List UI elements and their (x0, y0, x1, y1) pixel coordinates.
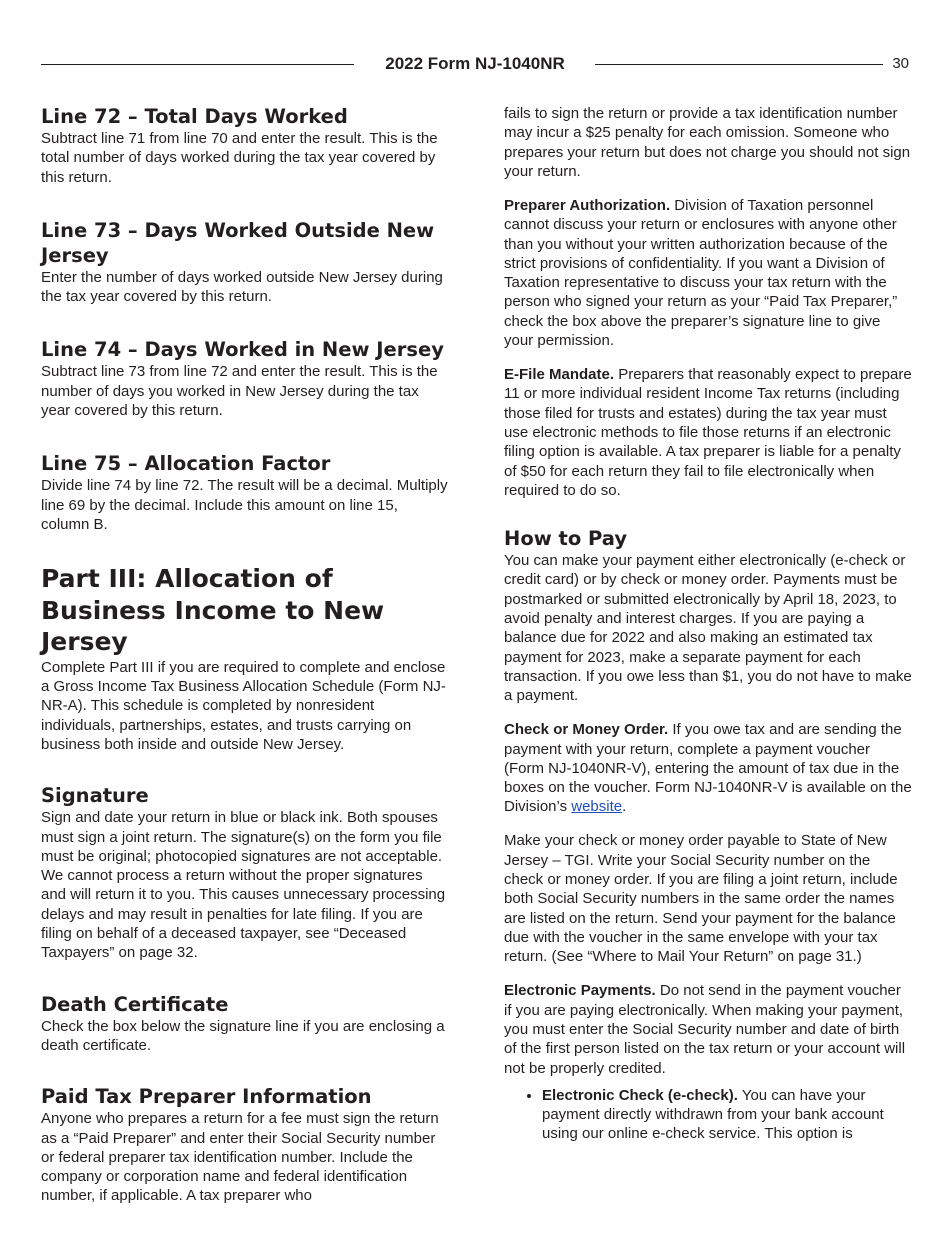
line72-text: Subtract line 71 from line 70 and enter the result. This is the total number of days worked during the tax year covered by this return. (41, 130, 438, 186)
preparer-authorization-text: Division of Taxation personnel cannot discuss your return or enclosures with anyone other than you without your written authorization because of the strict provisions of confidentiality. If you want a Division of Taxation representative to discuss your tax return with the person who signed your return as your “Paid Tax Preparer,” check the box above the preparer’s signature line to give your permission. (504, 196, 898, 350)
check-money-order-end: . (622, 798, 627, 816)
list-item (542, 1086, 912, 1144)
line75-text: Divide line 74 by line 72. The result will be a decimal. Multiply line 69 by the decimal. Include this amount on line 15, column B. (41, 477, 448, 533)
right-column (504, 104, 912, 1144)
part3-heading: Part III: Allocation of Business Income to New Jersey (41, 564, 385, 657)
check-money-order-lead: Check or Money Order. (504, 721, 669, 739)
header-rule-right (595, 64, 883, 65)
line72-heading: Line 72 – Total Days Worked (41, 105, 348, 128)
line74-heading: Line 74 – Days Worked in New Jersey (41, 338, 444, 362)
check-money-order-paragraph (504, 720, 912, 816)
preparer-authorization-lead: Preparer Authorization. (504, 196, 671, 214)
line73-heading: Line 73 – Days Worked Outside New Jersey (41, 218, 435, 267)
echeck-text: You can have your payment directly withdrawn from your bank account using our online e-check service. This option is (542, 1086, 884, 1143)
paid-preparer-heading: Paid Tax Preparer Information (41, 1085, 372, 1109)
electronic-payments-lead: Electronic Payments. (504, 982, 656, 1000)
signature-heading: Signature (41, 784, 149, 808)
page-number: 30 (892, 55, 909, 72)
how-to-pay-text: You can make your payment either electronically (e-check or credit card) or by check or money order. Payments must be postmarked or submitted electronically by April 18, 2023, to avoid penalty and interest charges. If you are paying a balance due for 2022 and also making an estimated tax payment for 2023, make a separate payment for each transaction. If you owe less than $1, you do not have to make a payment. (504, 552, 912, 705)
death-certificate-heading: Death Certificate (41, 992, 229, 1016)
form-title: 2022 Form NJ-1040NR (385, 54, 565, 73)
line73-text: Enter the number of days worked outside New Jersey during the tax year covered by this return. (41, 268, 443, 306)
paid-preparer-text: Anyone who prepares a return for a fee must sign the return as a “Paid Preparer” and enter their Social Security number or federal preparer tax identification number. Include the company or corporation name and federal identification number, if applicable. A tax preparer who (41, 1110, 439, 1205)
death-certificate-text: Check the box below the signature line if you are enclosing a death certificate. (41, 1017, 445, 1054)
payable-to-text: Make your check or money order payable to State of New Jersey – TGI. Write your Social Security number on the check or money order. If you are filing a joint return, include both Social Security numbers in the same order the names are listed on the return. Send your payment for the balance due with the voucher in the same envelope with your tax return. (See “Where to Mail Your Return” on page 31.) (504, 832, 898, 966)
page-header (41, 52, 909, 78)
signature-text: Sign and date your return in blue or black ink. Both spouses must sign a joint return. The signature(s) on the form you file must be original; photocopied signatures are not acceptable. We cannot process a return without the proper signatures and will return it to you. This causes unnecessary processing delays and may result in penalties for late filing. If you are filing on behalf of a deceased taxpayer, see “Deceased Taxpayers” on page 32. (41, 809, 446, 962)
website-link[interactable]: website (571, 798, 623, 816)
part3-text: Complete Part III if you are required to complete and enclose a Gross Income Tax Business Allocation Schedule (Form NJ-NR-A). This schedule is completed by nonresident individuals, partnerships, estates, and trusts carrying on business both inside and outside New Jersey. (41, 658, 446, 753)
efile-mandate-lead: E-File Mandate. (504, 366, 615, 384)
preparer-authorization-paragraph (504, 196, 912, 350)
how-to-pay-heading: How to Pay (504, 527, 628, 551)
line75-heading: Line 75 – Allocation Factor (41, 452, 331, 476)
line74-text: Subtract line 73 from line 72 and enter the result. This is the number of days you worked in New Jersey during the tax year covered by this return. (41, 363, 438, 420)
echeck-lead: Electronic Check (e-check). (542, 1086, 738, 1104)
left-column (41, 104, 449, 1206)
electronic-payments-text: Do not send in the payment voucher if you are paying electronically. When making your payment, you must enter the Social Security number and date of birth of the first person listed on the tax return or your account will not be properly credited. (504, 982, 906, 1077)
check-money-order-text: If you owe tax and are sending the payment with your return, complete a payment voucher (Form NJ-1040NR-V), entering the amount of tax due in the boxes on the voucher. Form NJ-1040NR-V is available on the Division’s (504, 721, 912, 816)
efile-mandate-paragraph (504, 365, 912, 500)
efile-mandate-text: Preparers that reasonably expect to prepare 11 or more individual resident Income Tax returns (including those filed for trusts and estates) during the tax year must use electronic methods to file those returns if an electronic filing option is available. A tax preparer is liable for a penalty of $50 for each return they fail to file electronically when required to do so. (504, 366, 912, 499)
electronic-payments-paragraph (504, 981, 912, 1077)
payment-methods-list (504, 1086, 912, 1144)
preparer-continued-text: fails to sign the return or provide a tax identification number may incur a $25 penalty for each omission. Someone who prepares your return but does not charge you should not sign your return. (504, 105, 911, 180)
